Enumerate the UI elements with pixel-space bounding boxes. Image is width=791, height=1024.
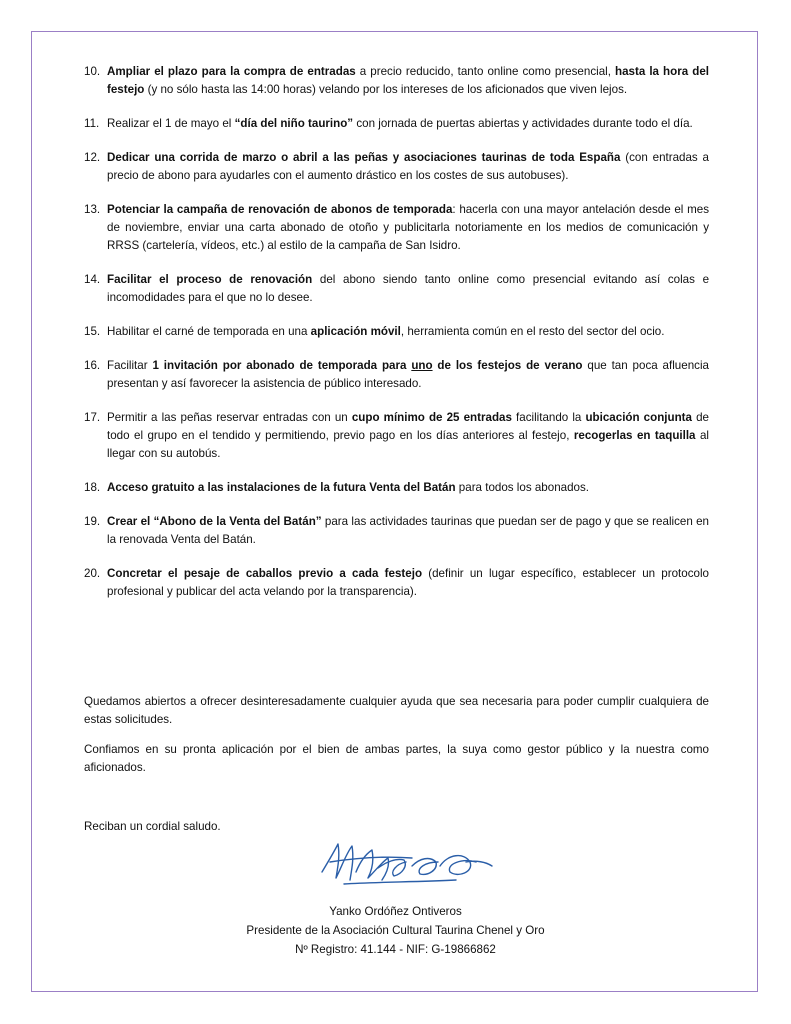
- item-text: Habilitar el carné de temporada en una: [107, 325, 311, 338]
- item-text-bold: Potenciar la campaña de renovación de abonos de temporada: [107, 203, 453, 216]
- item-text-bold: recogerlas en taquilla: [573, 429, 696, 442]
- item-text: con jornada de puertas abiertas y actividades durante todo el día.: [353, 117, 693, 130]
- registry-number: Nº Registro: 41.144 - NIF: G-19866862: [295, 943, 496, 956]
- item-text-bold: aplicación móvil: [310, 325, 401, 338]
- item-text-bold: Crear el “Abono de la Venta del Batán”: [107, 515, 322, 528]
- item-text: (y no sólo hasta las 14:00 horas) velando por los intereses de los aficionados que viven lejos.: [144, 83, 628, 96]
- item-number: 10.: [84, 65, 101, 78]
- item-number: 20.: [84, 567, 101, 580]
- item-text: Realizar el 1 de mayo el: [107, 117, 235, 130]
- item-text-bold: de los festejos de verano: [432, 359, 583, 372]
- item-text-bold: Facilitar el proceso de renovación: [107, 273, 313, 286]
- closing-paragraph-2: Confiamos en su pronta aplicación por el bien de ambas partes, la suya como gestor público y la nuestra como aficionados.: [84, 743, 709, 774]
- item-text: (definir un lugar específico, establecer un protocolo profesional y publicar del acta velando por la transparencia).: [107, 567, 709, 598]
- list-item: [84, 201, 709, 255]
- list-item: [84, 513, 709, 549]
- item-text: a precio reducido, tanto online como presencial,: [355, 65, 615, 78]
- item-text-bold: Acceso gratuito a las instalaciones de la futura Venta del Batán: [107, 481, 456, 494]
- list-item: [84, 63, 709, 99]
- item-number: 16.: [84, 359, 101, 372]
- item-text: que tan poca afluencia presentan y así favorecer la asistencia de público interesado.: [107, 359, 709, 390]
- list-item: [84, 409, 709, 463]
- item-text: Permitir a las peñas reservar entradas con un: [107, 411, 352, 424]
- item-text-bold: Dedicar una corrida de marzo o abril a las peñas y asociaciones taurinas de toda España: [107, 151, 621, 164]
- requests-list: [84, 63, 709, 601]
- item-text-bold: Ampliar el plazo para la compra de entradas: [107, 65, 356, 78]
- list-item: [84, 323, 709, 341]
- item-number: 13.: [84, 203, 101, 216]
- item-number: 12.: [84, 151, 101, 164]
- signatory-name: Yanko Ordóñez Ontiveros: [329, 905, 462, 918]
- item-number: 14.: [84, 273, 101, 286]
- closing-paragraph-1: Quedamos abiertos a ofrecer desinteresadamente cualquier ayuda que sea necesaria para poder cumplir cualquiera de estas solicitudes.: [84, 695, 709, 726]
- item-text: de todo el grupo en el tendido y permitiendo, previo pago en los días anteriores al festejo,: [107, 411, 709, 442]
- item-number: 19.: [84, 515, 101, 528]
- signatory-title: Presidente de la Asociación Cultural Taurina Chenel y Oro: [246, 924, 545, 937]
- greeting: Reciban un cordial saludo.: [84, 820, 221, 833]
- item-text-bold: hasta la hora del festejo: [107, 65, 709, 96]
- item-text: (con entradas a precio de abono para ayudarles con el aumento drástico en los costes de sus autobuses).: [107, 151, 709, 182]
- list-item: [84, 565, 709, 601]
- item-text-bold: ubicación conjunta: [585, 411, 692, 424]
- item-text: para todos los abonados.: [455, 481, 590, 494]
- item-text-bold: uno: [411, 359, 433, 372]
- item-text: Facilitar: [107, 359, 153, 372]
- item-text: facilitando la: [511, 411, 586, 424]
- list-item: [84, 479, 709, 497]
- item-text: del abono siendo tanto online como presencial evitando así colas e incomodidades para el que no lo desee.: [107, 273, 710, 304]
- list-item: [84, 271, 709, 307]
- item-text: : hacerla con una mayor antelación desde el mes de noviembre, enviar una carta abonado de otoño y publicitarla notoriamente en los medios de comunicación y RRSS (cartelería, vídeos, etc.) al estilo de la campaña de San Isidro.: [107, 203, 709, 252]
- item-text-bold: “día del niño taurino”: [234, 117, 354, 130]
- list-item: [84, 149, 709, 185]
- item-number: 15.: [84, 325, 101, 338]
- list-item: [84, 357, 709, 393]
- list-item: [84, 115, 709, 133]
- handwritten-signature: [316, 832, 496, 894]
- item-number: 18.: [84, 481, 101, 494]
- item-text: al llegar con su autobús.: [107, 429, 709, 460]
- item-number: 17.: [84, 411, 101, 424]
- item-text: para las actividades taurinas que puedan ser de pago y que se realicen en la renovada Venta del Batán.: [107, 515, 709, 546]
- item-text-bold: Concretar el pesaje de caballos previo a cada festejo: [107, 567, 423, 580]
- item-number: 11.: [84, 117, 100, 130]
- item-text: , herramienta común en el resto del sector del ocio.: [400, 325, 665, 338]
- item-text-bold: 1 invitación por abonado de temporada para: [152, 359, 412, 372]
- item-text-bold: cupo mínimo de 25 entradas: [351, 411, 512, 424]
